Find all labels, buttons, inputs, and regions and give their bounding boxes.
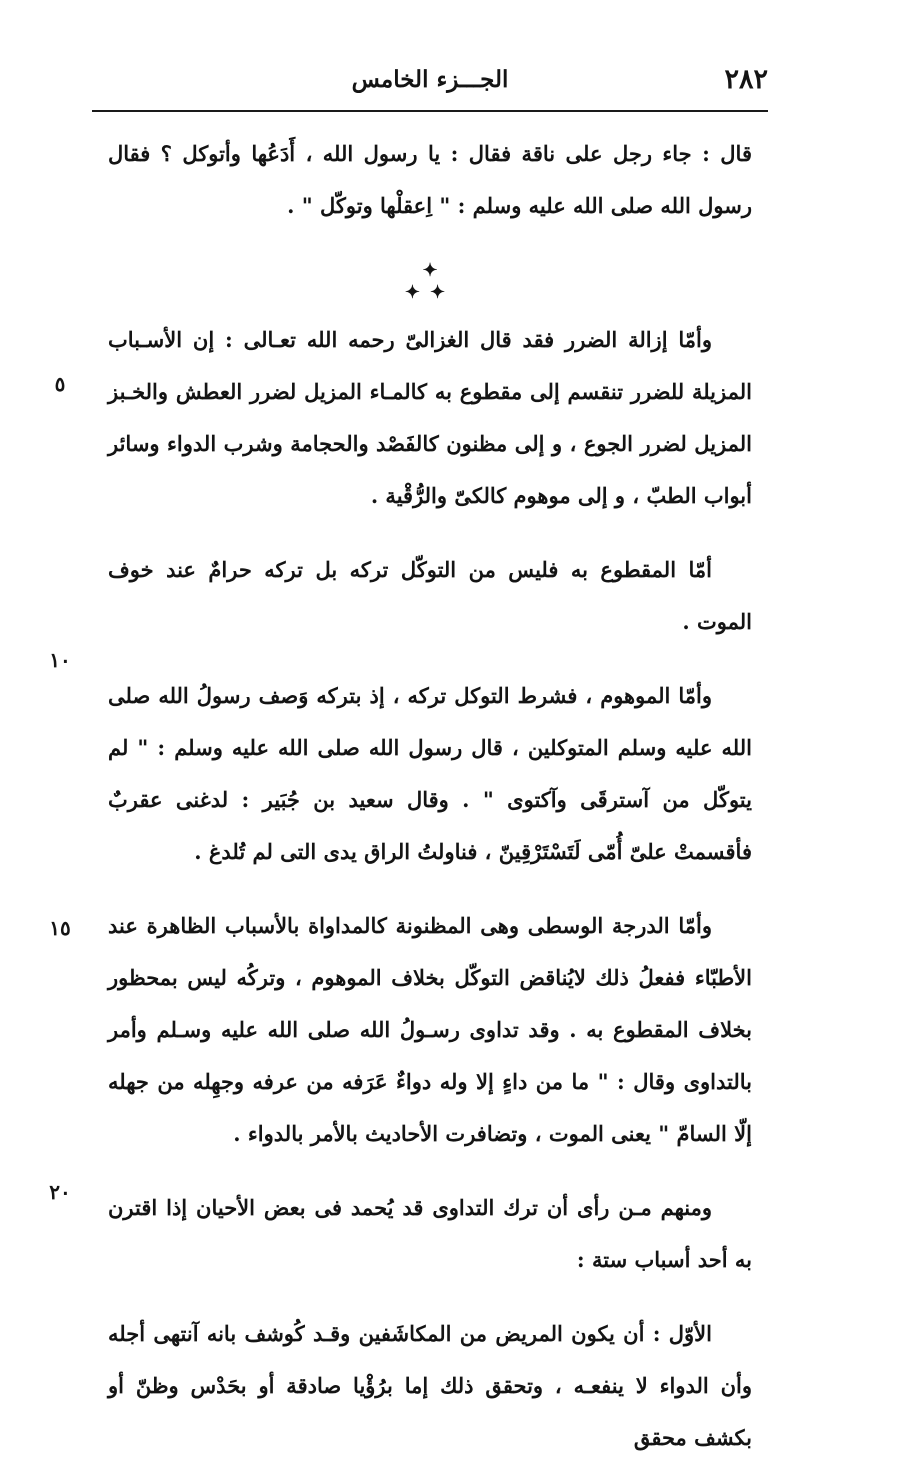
paragraph-5: وأمّا الدرجة الوسطى وهى المظنونة كالمداواة بالأسباب الظاهرة عند الأطبّاء ففعلُ ذلك لايُناقض التوكّل بخلاف الموهوم ، وتركُه ليس بمحظور بخلاف المقطوع به . وقد تداوى رسـولُ الله صلى الله عليه وسـلم وأمر بالتداوى وقال : " ما من داءٍ إلا وله دواءٌ عَرَفه من عرفه وجهِله من جهله إلّا السامّ " يعنى الموت ، وتضافرت الأحاديث بالأمر بالدواء . [108, 913, 752, 1146]
line-number-5: ٥ [54, 372, 66, 396]
ornament-star-icon: ✦ [404, 282, 430, 303]
line-number-10: ١٠ [49, 648, 71, 672]
paragraph-3: أمّا المقطوع به فليس من التوكّل تركه بل تركه حرامٌ عند خوف الموت . [108, 557, 752, 634]
ornament-star-icon: ✦ [422, 260, 438, 281]
line-number-15: ١٥ [49, 916, 71, 940]
page-number: ٢٨٢ [724, 64, 768, 95]
running-title: الجـــزء الخامس [351, 66, 509, 93]
section-ornament [108, 260, 752, 304]
paragraph-2: وأمّا إزالة الضرر فقد قال الغزالىّ رحمه الله تعـالى : إن الأسـباب المزيلة للضرر تنقسم إلى مقطوع به كالمـاء المزيل لضرر العطش والخـبز المزيل لضرر الجوع ، و إلى مظنون كالفَصْد والحجامة وشرب الدواء وسائر أبواب الطبّ ، و إلى موهوم كالكىّ والرُّقْية . [108, 327, 752, 508]
paragraph-6: ومنهم مـن رأى أن ترك التداوى قد يُحمد فى بعض الأحيان إذا اقترن به أحد أسباب ستة : [108, 1195, 752, 1272]
header-rule [92, 110, 768, 112]
paragraph-7: الأوّل : أن يكون المريض من المكاشَفين وقـد كُوشف بانه آنتهى أجله وأن الدواء لا ينفعـه ، وتحقق ذلك إما برُؤْيا صادقة أو بحَدْس وظنّ أو بكشف محقق [108, 1321, 752, 1450]
line-number-20: ٢٠ [49, 1180, 71, 1204]
paragraph-1: قال : جاء رجل على ناقة فقال : يا رسول الله ، أَدَعُها وأتوكل ؟ فقال رسول الله صلى الله عليه وسلم : " اِعقلْها وتوكّل " . [108, 141, 752, 218]
body-text [108, 128, 752, 1464]
paragraph-4: وأمّا الموهوم ، فشرط التوكل تركه ، إذ بتركه وَصف رسولُ الله صلى الله عليه وسلم المتوكلين ، قال رسول الله صلى الله عليه وسلم : " لم يتوكّل من آسترقَى وآكتوى " . وقال سعيد بن جُبَير : لدغنى عقربٌ فأقسمتْ علىّ أُمّى لَتَسْتَرْقِينّ ، فناولتُ الراق يدى التى لم تُلدغ . [108, 683, 752, 864]
page-header [92, 62, 768, 102]
ornament-star-icon: ✦ [430, 282, 456, 303]
